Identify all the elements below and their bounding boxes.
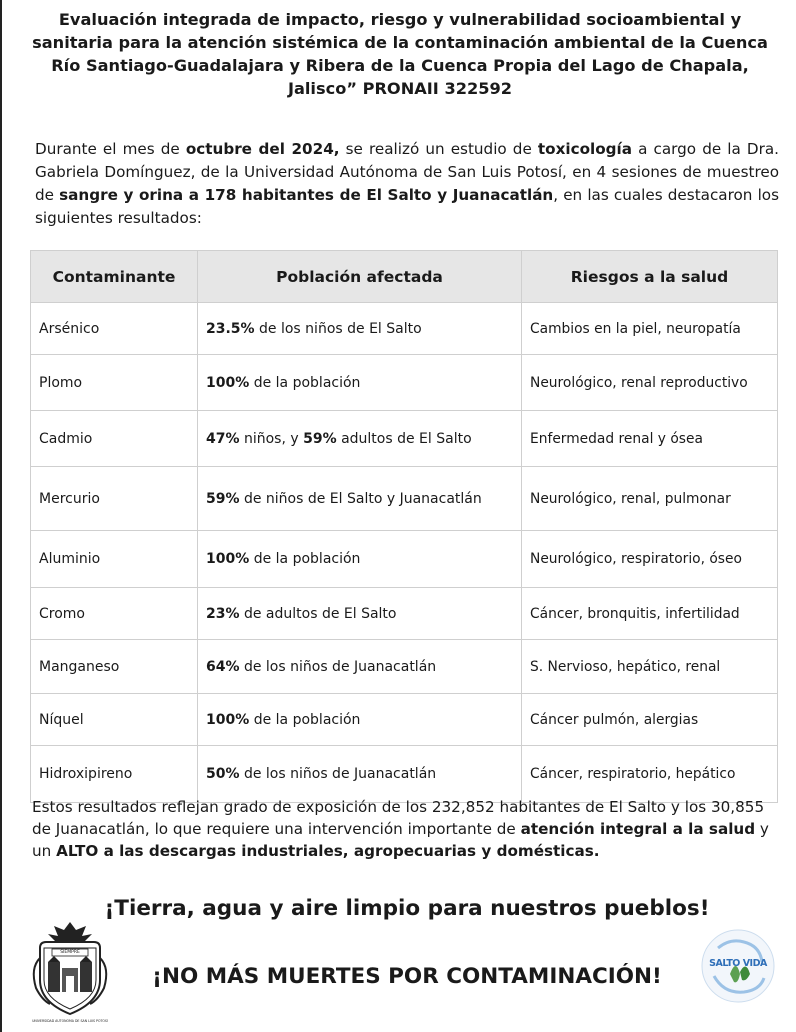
population-pct: 64% bbox=[206, 658, 240, 675]
population-text: de los niños de Juanacatlán bbox=[239, 766, 437, 782]
table-row bbox=[31, 303, 778, 355]
table-row bbox=[31, 411, 778, 467]
risk-cell: Cáncer, bronquitis, infertilidad bbox=[522, 588, 778, 640]
population-pct: 100% bbox=[206, 711, 250, 728]
university-seal-icon bbox=[26, 918, 114, 1018]
seal-motto: SIEMPRE bbox=[60, 950, 80, 955]
intro-text-2: se realizó un estudio de bbox=[339, 140, 538, 158]
outro-stop: ALTO a las descargas industriales, agropecuarias y domésticas. bbox=[56, 842, 600, 860]
intro-text-3: a cargo de la Dra. Gabriela Domínguez, de la Universidad Autónoma de San Luis Potosí, en 4 sesiones de muestreo de bbox=[35, 140, 779, 204]
risk-cell: Neurológico, renal, pulmonar bbox=[522, 467, 778, 531]
population-cell bbox=[198, 694, 522, 746]
population-pct: 59% bbox=[206, 490, 240, 507]
population-text: de los niños de Juanacatlán bbox=[239, 658, 437, 675]
contaminant-cell: Arsénico bbox=[31, 303, 198, 355]
population-text: niños, y bbox=[239, 430, 304, 447]
table-row bbox=[31, 355, 778, 411]
header-population: Población afectada bbox=[198, 251, 522, 303]
risk-cell: Cambios en la piel, neuropatía bbox=[522, 303, 778, 355]
population-pct: 50% bbox=[206, 766, 240, 782]
conclusion-paragraph bbox=[32, 796, 784, 862]
population-text: de la población bbox=[249, 711, 361, 728]
population-pct-2: 59% bbox=[303, 430, 337, 447]
intro-sample: sangre y orina a 178 habitantes de El Salto y Juanacatlán bbox=[59, 186, 554, 204]
risk-cell: Cáncer, respiratorio, hepático bbox=[522, 746, 778, 803]
results-table bbox=[30, 250, 778, 803]
contaminant-cell: Plomo bbox=[31, 355, 198, 411]
table-row bbox=[31, 694, 778, 746]
risk-cell: Neurológico, renal reproductivo bbox=[522, 355, 778, 411]
contaminant-cell: Mercurio bbox=[31, 467, 198, 531]
contaminant-cell: Cromo bbox=[31, 588, 198, 640]
population-text: de la población bbox=[249, 551, 361, 567]
intro-text-1: Durante el mes de bbox=[35, 140, 186, 158]
contaminant-cell: Manganeso bbox=[31, 640, 198, 694]
population-pct: 100% bbox=[206, 374, 250, 391]
risk-cell: S. Nervioso, hepático, renal bbox=[522, 640, 778, 694]
population-cell bbox=[198, 467, 522, 531]
document-title: Evaluación integrada de impacto, riesgo y vulnerabilidad socioambiental y sanitaria para la atención sistémica de la contaminación ambiental de la Cuenca Río Santiago-Guadalajara y Ribera de la Cuenca Propia del Lago de Chapala, Jalisco” PRONAII 322592 bbox=[32, 10, 768, 98]
population-text-2: adultos de El Salto bbox=[336, 430, 472, 447]
table-row bbox=[31, 467, 778, 531]
slogan-no-more-deaths: ¡NO MÁS MUERTES POR CONTAMINACIÓN! bbox=[152, 964, 662, 989]
risk-cell: Neurológico, respiratorio, óseo bbox=[522, 531, 778, 588]
population-cell bbox=[198, 355, 522, 411]
table-header-row bbox=[31, 251, 778, 303]
population-pct: 23% bbox=[206, 605, 240, 622]
population-cell bbox=[198, 303, 522, 355]
population-cell bbox=[198, 588, 522, 640]
risk-cell: Cáncer pulmón, alergias bbox=[522, 694, 778, 746]
seal-ring-text: UNIVERSIDAD AUTÓNOMA DE SAN LUIS POTOSÍ bbox=[32, 1019, 108, 1023]
table-row bbox=[31, 588, 778, 640]
population-cell bbox=[198, 746, 522, 803]
header-contaminant: Contaminante bbox=[31, 251, 198, 303]
table-row bbox=[31, 746, 778, 803]
population-pct: 47% bbox=[206, 430, 240, 447]
population-text: de los niños de El Salto bbox=[254, 320, 422, 337]
risk-cell: Enfermedad renal y ósea bbox=[522, 411, 778, 467]
contaminant-cell: Aluminio bbox=[31, 531, 198, 588]
table-row bbox=[31, 531, 778, 588]
slogan-clean-environment: ¡Tierra, agua y aire limpio para nuestros pueblos! bbox=[104, 896, 710, 921]
outro-health: atención integral a la salud bbox=[520, 820, 756, 838]
contaminant-cell: Cadmio bbox=[31, 411, 198, 467]
population-pct: 23.5% bbox=[206, 320, 255, 337]
population-pct: 100% bbox=[206, 551, 250, 567]
contaminant-cell: Níquel bbox=[31, 694, 198, 746]
population-cell bbox=[198, 531, 522, 588]
outro-text-2: y un bbox=[32, 820, 769, 860]
intro-text-4: , en las cuales destacaron los siguientes resultados: bbox=[35, 186, 779, 227]
intro-paragraph bbox=[35, 138, 779, 230]
intro-study-type: toxicología bbox=[537, 140, 633, 158]
population-cell bbox=[198, 640, 522, 694]
outro-text-1: Estos resultados reflejan grado de exposición de los 232,852 habitantes de El Salto y los 30,855 de Juanacatlán, lo que requiere una intervención importante de bbox=[32, 798, 765, 838]
population-cell bbox=[198, 411, 522, 467]
logo-text: SALTO VIDA bbox=[709, 958, 767, 969]
table-row bbox=[31, 640, 778, 694]
population-text: de la población bbox=[249, 374, 361, 391]
population-text: de niños de El Salto y Juanacatlán bbox=[239, 490, 482, 507]
header-risk: Riesgos a la salud bbox=[522, 251, 778, 303]
intro-date: octubre del 2024, bbox=[185, 140, 340, 158]
contaminant-cell: Hidroxipireno bbox=[31, 746, 198, 803]
population-text: de adultos de El Salto bbox=[239, 605, 397, 622]
